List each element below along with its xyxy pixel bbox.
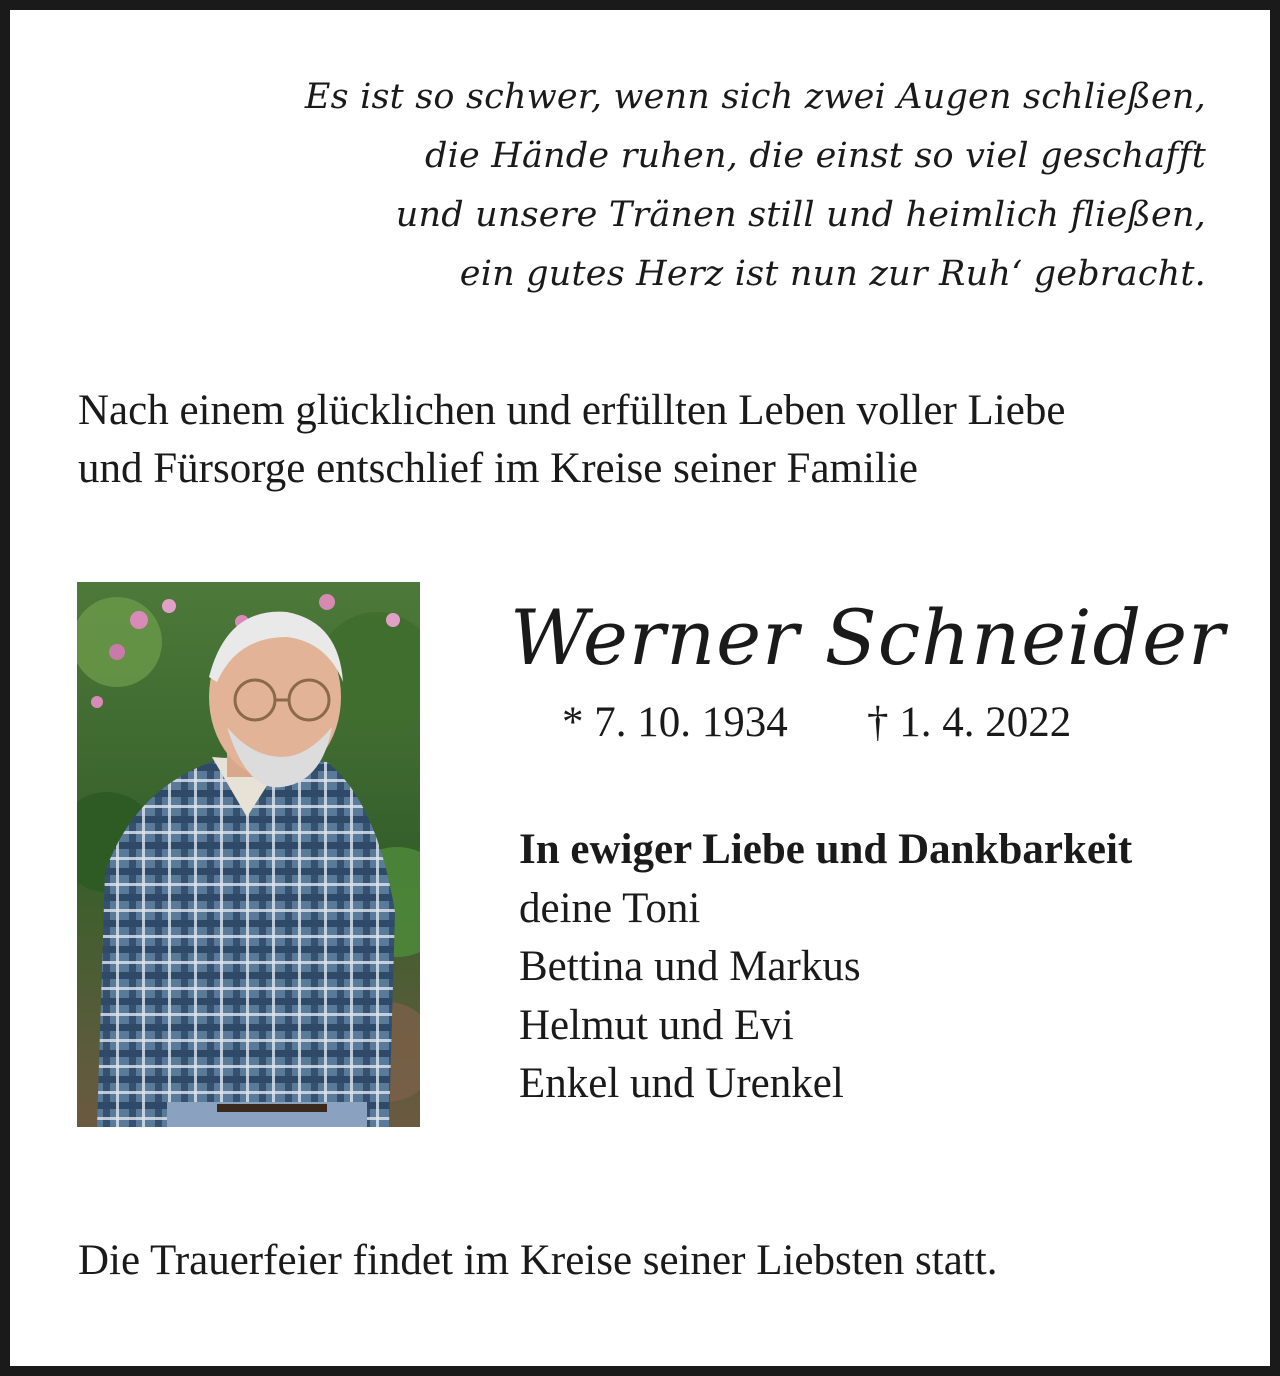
- death-date: † 1. 4. 2022: [867, 699, 1072, 746]
- mourner-name: Bettina und Markus: [519, 943, 861, 990]
- intro-line: und Fürsorge entschlief im Kreise seiner Familie: [78, 445, 918, 492]
- portrait-photo: [77, 582, 420, 1127]
- intro-text: [78, 382, 1065, 498]
- birth-date: * 7. 10. 1934: [562, 699, 788, 746]
- mourner-name: Helmut und Evi: [519, 1001, 794, 1049]
- poem-line: ein gutes Herz ist nun zur Ruh‘ gebracht.: [459, 254, 1206, 294]
- mourner-name: deine Toni: [519, 884, 701, 932]
- memorial-poem: [305, 68, 1206, 304]
- mourner-name: Enkel und Urenkel: [519, 1060, 844, 1107]
- deceased-name: Werner Schneider: [510, 593, 1226, 682]
- funeral-note: Die Trauerfeier findet im Kreise seiner Liebsten statt.: [78, 1237, 998, 1284]
- mourners-heading: In ewiger Liebe und Dankbarkeit: [519, 826, 1133, 873]
- poem-line: die Hände ruhen, die einst so viel geschafft: [425, 136, 1206, 176]
- intro-line: Nach einem glücklichen und erfüllten Leben voller Liebe: [78, 387, 1066, 434]
- poem-line: Es ist so schwer, wenn sich zwei Augen schließen,: [304, 77, 1206, 117]
- mourners-list: [519, 821, 1132, 1114]
- poem-line: und unsere Tränen still und heimlich fließen,: [395, 195, 1206, 235]
